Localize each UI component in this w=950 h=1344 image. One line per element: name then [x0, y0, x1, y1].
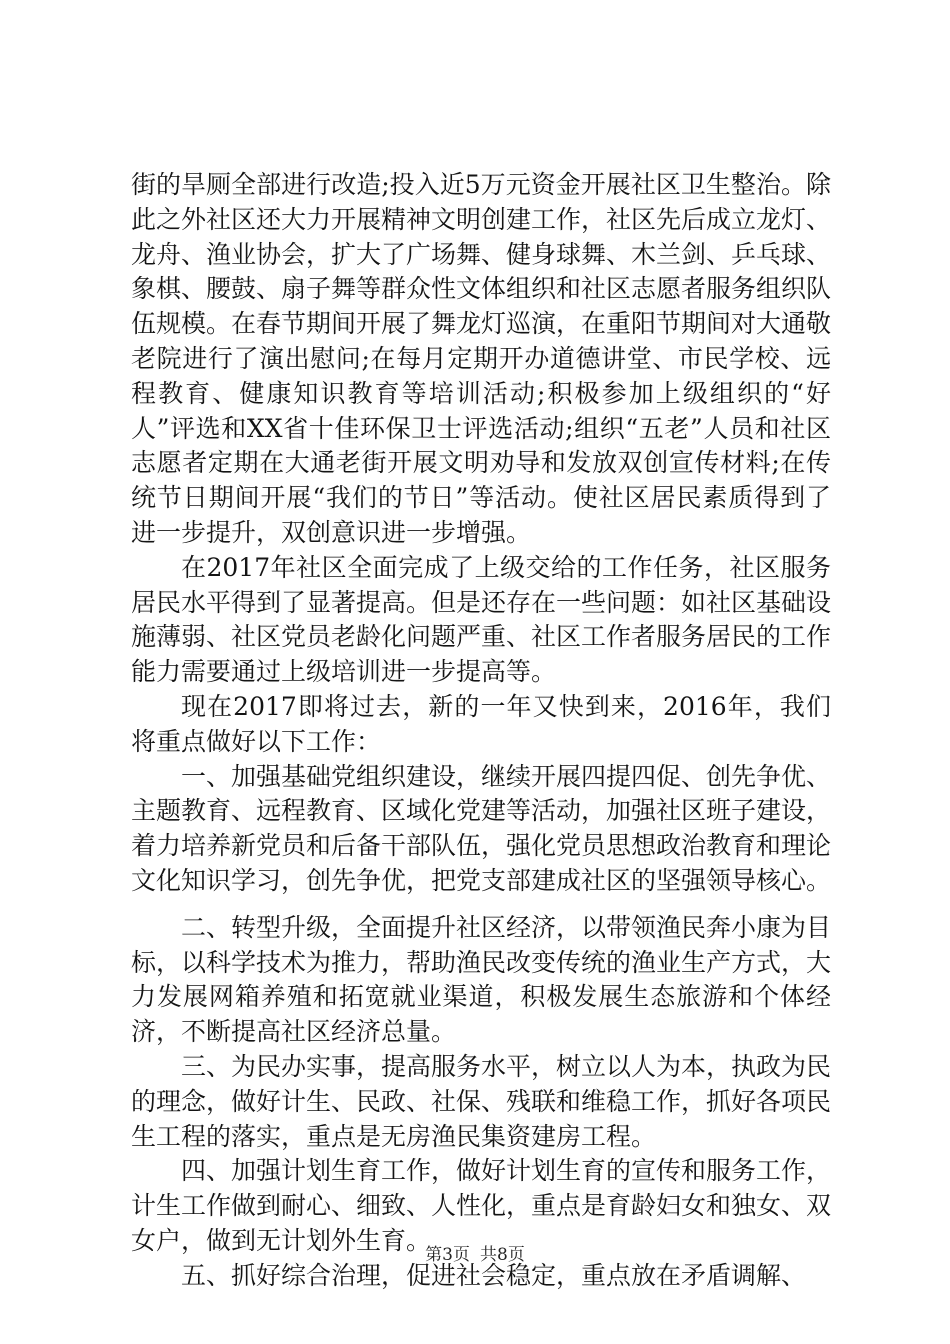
paragraph-7: 四、加强计划生育工作，做好计划生育的宣传和服务工作，计生工作做到耐心、细致、人性化，重点是育龄妇女和独女、双女户，做到无计划外生育。	[131, 1156, 832, 1255]
paragraph-2: 在2017年社区全面完成了上级交给的工作任务，社区服务居民水平得到了显著提高。但是还存在一些问题：如社区基础设施薄弱、社区党员老龄化问题严重、社区工作者服务居民的工作能力需要通过上级培训进一步提高等。	[131, 552, 832, 687]
page-total: 共8页	[480, 1245, 525, 1265]
paragraph-1: 街的旱厕全部进行改造;投入近5万元资金开展社区卫生整治。除此之外社区还大力开展精神文明创建工作，社区先后成立龙灯、龙舟、渔业协会，扩大了广场舞、健身球舞、木兰剑、乒乓球、象棋、腰鼓、扇子舞等群众性文体组织和社区志愿者服务组织队伍规模。在春节期间开展了舞龙灯巡演，在重阳节期间对大通敬老院进行了演出慰问;在每月定期开办道德讲堂、市民学校、远程教育、健康知识教育等培训活动;积极参加上级组织的“好人”评选和XX省十佳环保卫士评选活动;组织“五老”人员和社区志愿者定期在大通老街开展文明劝导和发放双创宣传材料;在传统节日期间开展“我们的节日”等活动。使社区居民素质得到了进一步提升，双创意识进一步增强。	[131, 170, 832, 547]
document-body	[131, 168, 831, 1294]
paragraph-5: 二、转型升级，全面提升社区经济，以带领渔民奔小康为目标，以科学技术为推力，帮助渔民改变传统的渔业生产方式，大力发展网箱养殖和拓宽就业渠道，积极发展生态旅游和个体经济，不断提高社区经济总量。	[131, 912, 832, 1047]
page-footer	[0, 1240, 950, 1265]
paragraph-6: 三、为民办实事，提高服务水平，树立以人为本，执政为民的理念，做好计生、民政、社保、残联和维稳工作，抓好各项民生工程的落实，重点是无房渔民集资建房工程。	[131, 1051, 832, 1151]
paragraph-3: 现在2017即将过去，新的一年又快到来，2016年，我们将重点做好以下工作：	[131, 691, 831, 756]
paragraph-4: 一、加强基础党组织建设，继续开展四提四促、创先争优、主题教育、远程教育、区域化党建等活动，加强社区班子建设，着力培养新党员和后备干部队伍，强化党员思想政治教育和理论文化知识学习，创先争优，把党支部建成社区的坚强领导核心。	[131, 761, 832, 895]
page-number: 第3页	[425, 1245, 470, 1265]
paragraph-8: 五、抓好综合治理，促进社会稳定，重点放在矛盾调解、	[181, 1260, 807, 1290]
